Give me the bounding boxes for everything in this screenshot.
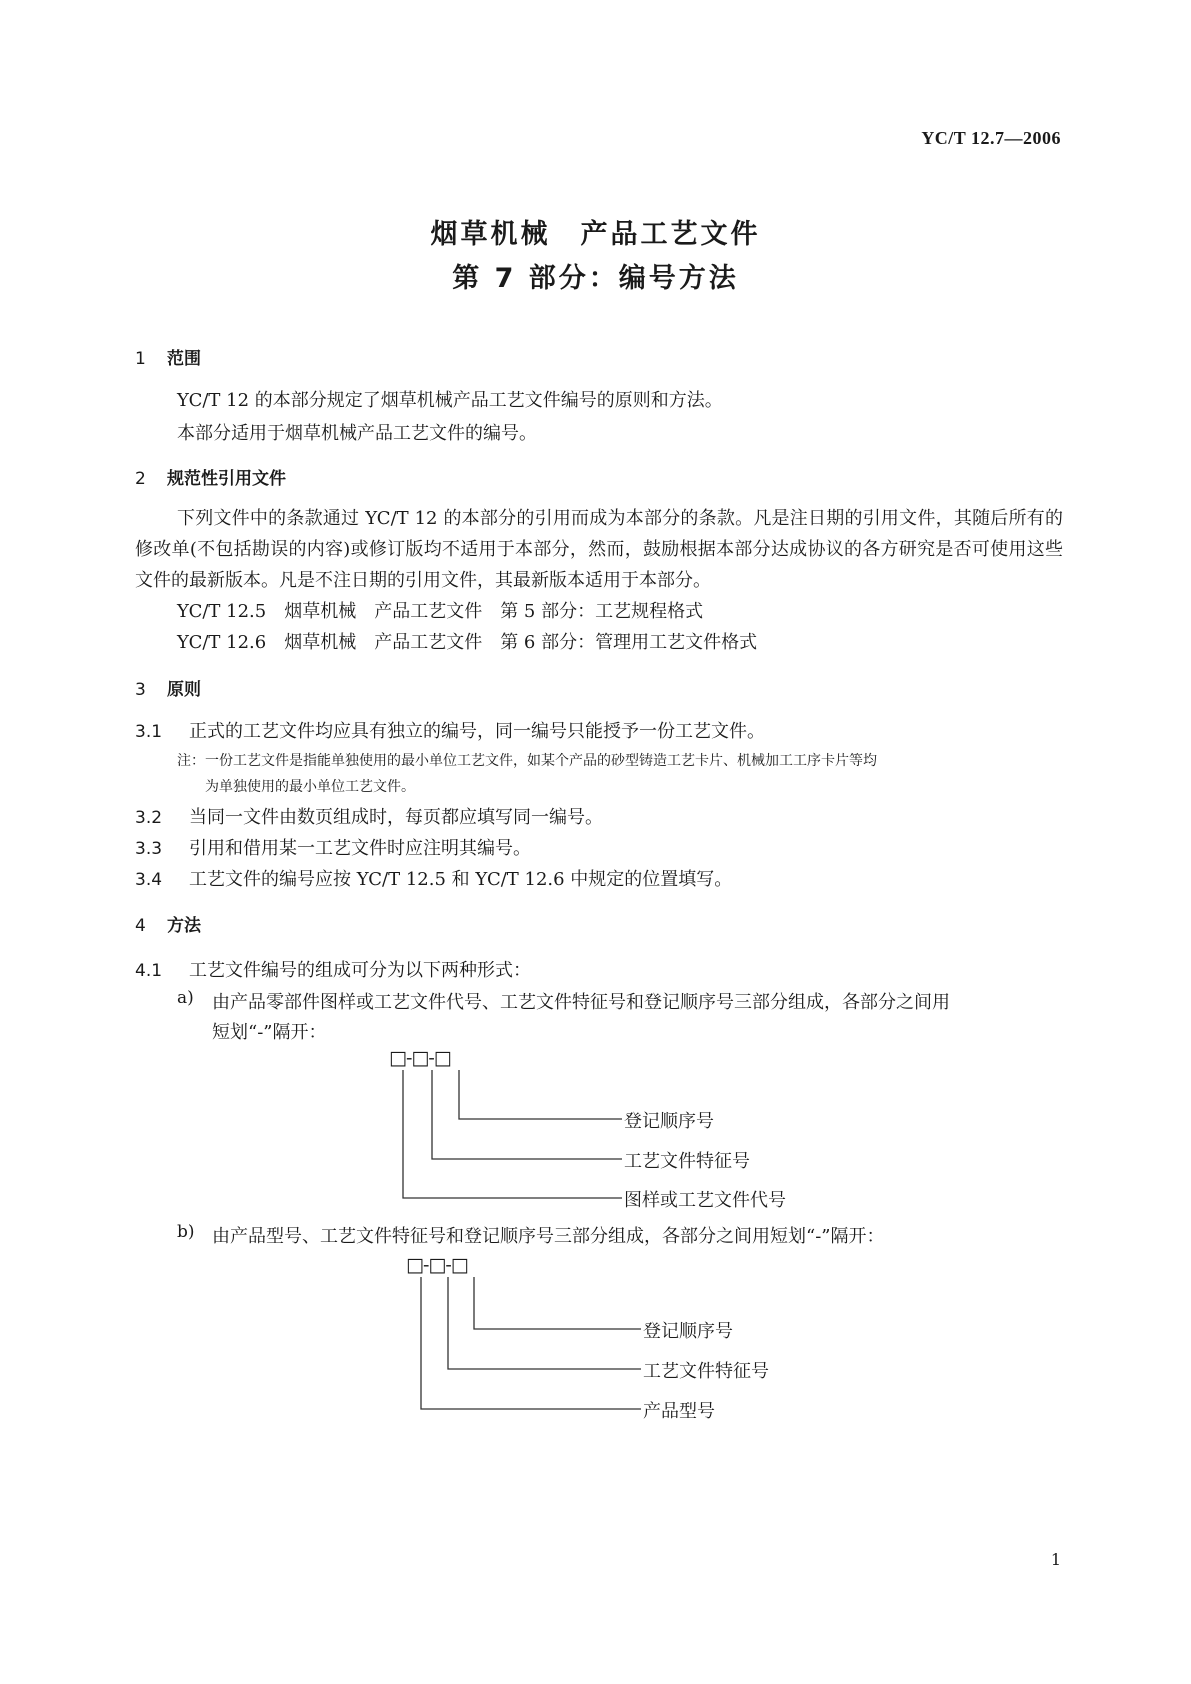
- diagram-a-boxes: □-□-□: [389, 1047, 451, 1069]
- diagram-b-label-3: 产品型号: [643, 1401, 715, 1422]
- doc-subtitle: 第 7 部分：编号方法: [452, 263, 739, 294]
- item-a-text-1: 由产品零部件图样或工艺文件代号、工艺文件特征号和登记顺序号三部分组成，各部分之间用: [212, 992, 950, 1013]
- item-a-label: a): [177, 988, 194, 1008]
- clause-text: 引用和借用某一工艺文件时应注明其编号。: [189, 838, 531, 859]
- section-title: 范围: [167, 349, 201, 369]
- doc-title: 烟草机械 产品工艺文件: [430, 219, 761, 250]
- clause-number: 3.4: [135, 870, 163, 890]
- section-title: 规范性引用文件: [167, 469, 286, 489]
- clause-number: 3.3: [135, 839, 163, 859]
- section-1-para-2: 本部分适用于烟草机械产品工艺文件的编号。: [177, 423, 537, 444]
- clause-text: 当同一文件由数页组成时，每页都应填写同一编号。: [189, 807, 603, 828]
- diagram-a-line-drawing-code: [403, 1070, 622, 1198]
- diagram-b-label-1: 登记顺序号: [643, 1321, 733, 1342]
- clause-text: 正式的工艺文件均应具有独立的编号，同一编号只能授予一份工艺文件。: [189, 721, 765, 742]
- note-line-1: 注：一份工艺文件是指能单独使用的最小单位工艺文件，如某个产品的砂型铸造工艺卡片、机械加工工序卡片等均: [177, 753, 877, 769]
- diagram-b-line-feature: [448, 1277, 641, 1369]
- page-number: 1: [1050, 1550, 1061, 1569]
- standard-code: YC/T 12.7—2006: [921, 128, 1061, 148]
- clause-number: 3.1: [135, 722, 163, 742]
- section-number: 4: [135, 916, 146, 936]
- diagram-b-label-2: 工艺文件特征号: [643, 1361, 769, 1382]
- diagram-a-label-1: 登记顺序号: [624, 1111, 714, 1132]
- diagram-a-label-3: 图样或工艺文件代号: [624, 1190, 786, 1211]
- section-title: 方法: [167, 916, 201, 936]
- section-number: 1: [135, 349, 146, 369]
- diagram-a-label-2: 工艺文件特征号: [624, 1151, 750, 1172]
- item-b-text: 由产品型号、工艺文件特征号和登记顺序号三部分组成，各部分之间用短划“-”隔开：: [212, 1226, 885, 1247]
- diagram-b-line-registration: [474, 1277, 641, 1329]
- item-a-text-2: 短划“-”隔开：: [212, 1022, 327, 1043]
- reference-1: YC/T 12.5 烟草机械 产品工艺文件 第 5 部分：工艺规程格式: [177, 601, 704, 622]
- section-number: 2: [135, 469, 146, 489]
- section-1-para-1: YC/T 12 的本部分规定了烟草机械产品工艺文件编号的原则和方法。: [177, 390, 723, 411]
- diagram-b-boxes: □-□-□: [406, 1254, 468, 1276]
- clause-text: 工艺文件的编号应按 YC/T 12.5 和 YC/T 12.6 中规定的位置填写。: [189, 869, 733, 890]
- diagram-b-line-product-model: [421, 1277, 641, 1409]
- section-number: 3: [135, 680, 146, 700]
- clause-number: 3.2: [135, 808, 163, 828]
- clause-number: 4.1: [135, 961, 163, 981]
- diagram-a-line-registration: [459, 1070, 622, 1119]
- item-b-label: b): [177, 1222, 195, 1242]
- note-line-2: 为单独使用的最小单位工艺文件。: [205, 779, 415, 795]
- diagram-a-line-feature: [432, 1070, 622, 1159]
- section-2-paragraph: 下列文件中的条款通过 YC/T 12 的本部分的引用而成为本部分的条款。凡是注日期的引用文件，其随后所有的修改单(不包括勘误的内容)或修订版均不适用于本部分，然而，鼓励根据本部分达成协议的各方研究是否可使用这些文件的最新版本。凡是不注日期的引用文件，其最新版本适用于本部分。: [135, 508, 1063, 591]
- reference-2: YC/T 12.6 烟草机械 产品工艺文件 第 6 部分：管理用工艺文件格式: [177, 632, 758, 653]
- section-title: 原则: [167, 680, 201, 700]
- clause-text: 工艺文件编号的组成可分为以下两种形式：: [189, 960, 531, 981]
